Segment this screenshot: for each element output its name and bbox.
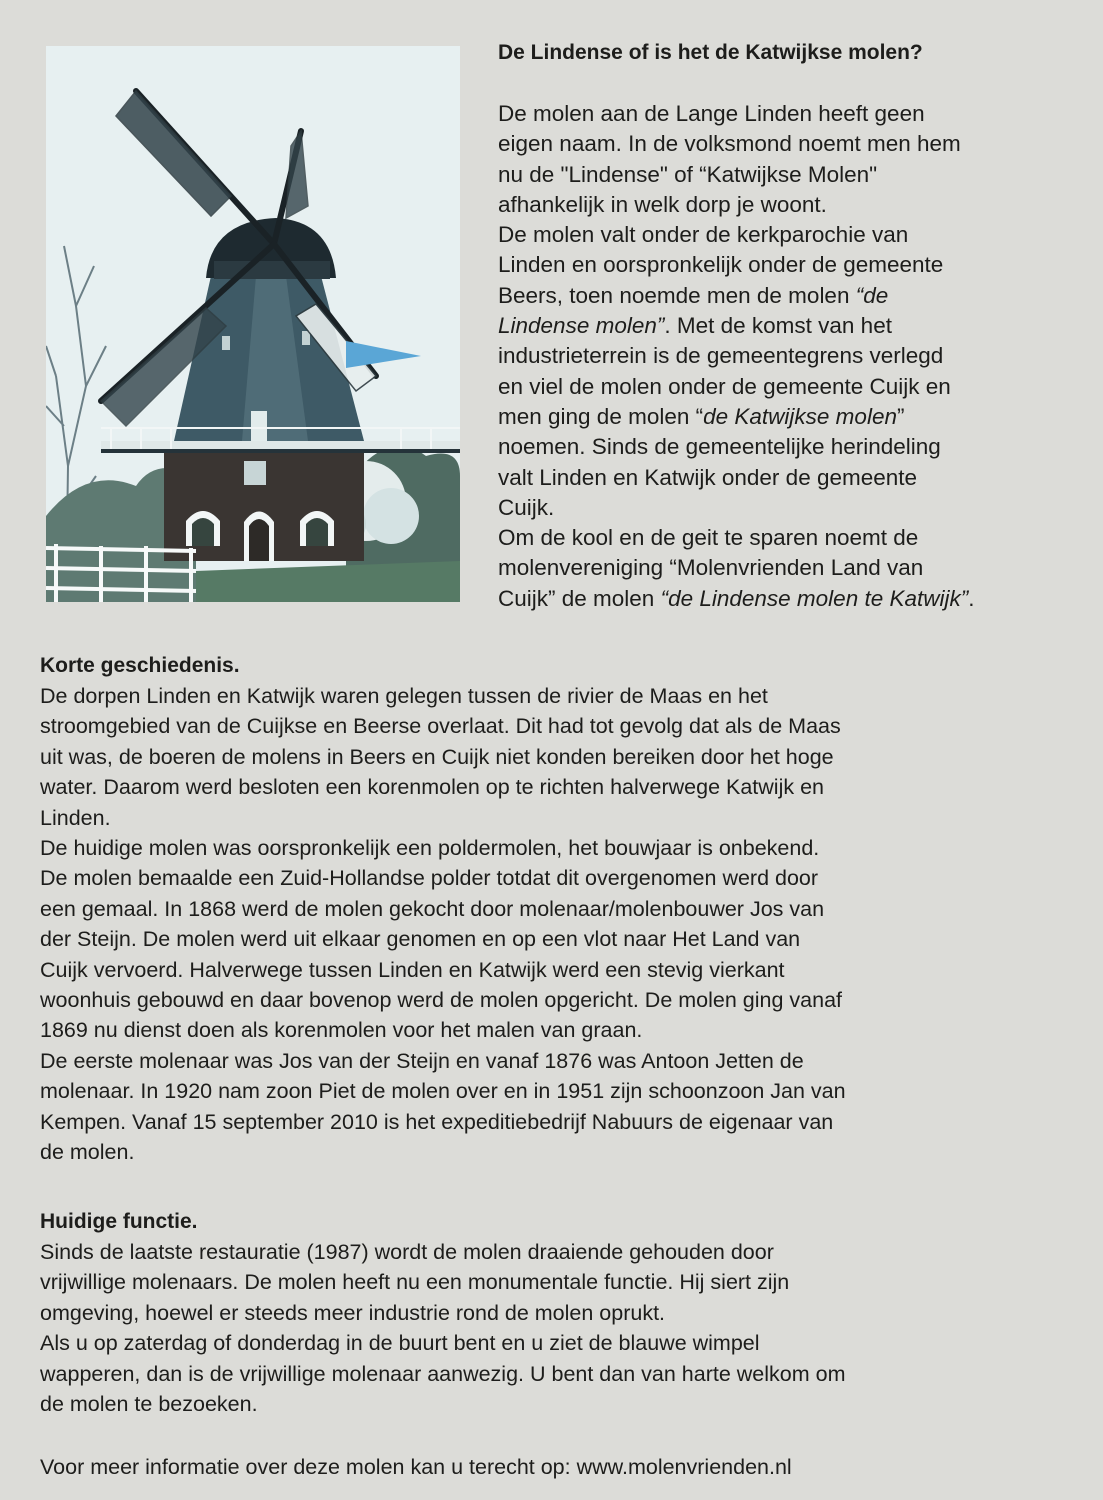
intro-text-segment: Beers, toen noemde men de molen: [498, 282, 856, 308]
intro-line: [498, 523, 1078, 553]
intro-line: [498, 432, 1078, 462]
history-line: De eerste molenaar was Jos van der Steijn en vanaf 1876 was Antoon Jetten de: [40, 1048, 804, 1073]
intro-text-segment: .: [968, 585, 975, 611]
intro-italic-text: Lindense molen”: [498, 313, 665, 339]
history-line: de molen.: [40, 1140, 135, 1165]
history-line: De molen bemaalde een Zuid-Hollandse polder totdat dit overgenomen werd door: [40, 866, 819, 891]
intro-text-segment: industrieterrein is de gemeentegrens verlegd: [498, 343, 944, 369]
history-heading: Korte geschiedenis.: [40, 654, 240, 677]
function-line: wapperen, dan is de vrijwillige molenaar aanwezig. U bent dan van harte welkom om: [40, 1361, 846, 1386]
history-line: een gemaal. In 1868 werd de molen gekocht door molenaar/molenbouwer Jos van: [40, 896, 825, 921]
windmill-illustration: [46, 46, 460, 602]
history-line: Kempen. Vanaf 15 september 2010 is het expeditiebedrijf Nabuurs de eigenaar van: [40, 1109, 834, 1134]
function-text: [40, 1237, 1070, 1419]
intro-text-segment: Cuijk.: [498, 494, 555, 520]
history-line: De dorpen Linden en Katwijk waren gelegen tussen de rivier de Maas en het: [40, 684, 768, 708]
intro-text-segment: molenvereniging “Molenvrienden Land van: [498, 555, 924, 581]
intro-line: [498, 584, 1078, 614]
intro-line: [498, 250, 1078, 280]
intro-italic-text: de Katwijkse molen: [703, 403, 897, 429]
intro-text-segment: valt Linden en Katwijk onder de gemeente: [498, 464, 918, 490]
history-line: Linden.: [40, 805, 111, 830]
intro-text-segment: eigen naam. In de volksmond noemt men hem: [498, 131, 961, 157]
intro-text-segment: ”: [896, 403, 905, 429]
intro-text-segment: nu de "Lindense" of “Katwijkse Molen": [498, 161, 878, 187]
more-info-footer: Voor meer informatie over deze molen kan u terecht op: www.molenvrienden.nl: [40, 1455, 792, 1479]
intro-line: [498, 553, 1078, 583]
intro-line: [498, 402, 1078, 432]
windmill-photo: [46, 46, 460, 602]
history-line: Cuijk vervoerd. Halverwege tussen Linden en Katwijk werd een stevig vierkant: [40, 957, 785, 982]
intro-text-segment: De molen aan de Lange Linden heeft geen: [498, 101, 925, 126]
intro-italic-text: “de: [855, 282, 889, 308]
intro-line: [498, 129, 1078, 159]
intro-line: [498, 372, 1078, 402]
function-line: vrijwillige molenaars. De molen heeft nu een monumentale functie. Hij siert zijn: [40, 1270, 790, 1295]
intro-line: [498, 99, 1078, 129]
page-title: De Lindense of is het de Katwijkse molen?: [498, 41, 923, 64]
intro-line: [498, 493, 1078, 523]
intro-line: [498, 463, 1078, 493]
intro-text-segment: men ging de molen “: [498, 403, 704, 429]
intro-text-segment: . Met de komst van het: [664, 313, 892, 339]
intro-text-segment: Cuijk” de molen: [498, 585, 661, 611]
function-line: de molen te bezoeken.: [40, 1392, 258, 1417]
function-section: [40, 1207, 1070, 1419]
intro-text: [498, 99, 1078, 614]
intro-text-segment: noemen. Sinds de gemeentelijke herindeling: [498, 434, 941, 460]
intro-italic-text: “de Lindense molen te Katwijk”: [660, 585, 969, 611]
intro-text-segment: Om de kool en de geit te sparen noemt de: [498, 525, 919, 551]
history-line: uit was, de boeren de molens in Beers en Cuijk niet konden bereiken door het hoge: [40, 744, 834, 769]
history-line: molenaar. In 1920 nam zoon Piet de molen over en in 1951 zijn schoonzoon Jan van: [40, 1079, 846, 1104]
intro-text-segment: De molen valt onder de kerkparochie van: [498, 222, 909, 248]
intro-line: [498, 190, 1078, 220]
intro-line: [498, 281, 1078, 311]
intro-line: [498, 311, 1078, 341]
history-line: woonhuis gebouwd en daar bovenop werd de molen opgericht. De molen ging vanaf: [40, 988, 843, 1013]
function-line: omgeving, hoewel er steeds meer industrie rond de molen oprukt.: [40, 1300, 666, 1325]
intro-line: [498, 341, 1078, 371]
function-line: Sinds de laatste restauratie (1987) wordt de molen draaiende gehouden door: [40, 1240, 774, 1264]
intro-text-segment: afhankelijk in welk dorp je woont.: [498, 191, 827, 217]
intro-text-segment: en viel de molen onder de gemeente Cuijk en: [498, 373, 951, 399]
history-line: water. Daarom werd besloten een korenmolen op te richten halverwege Katwijk en: [40, 775, 824, 800]
history-line: De huidige molen was oorspronkelijk een poldermolen, het bouwjaar is onbekend.: [40, 836, 820, 861]
intro-line: [498, 160, 1078, 190]
function-heading: Huidige functie.: [40, 1210, 198, 1233]
intro-line: [498, 220, 1078, 250]
history-section: [40, 651, 1070, 1168]
function-line: Als u op zaterdag of donderdag in de buurt bent en u ziet de blauwe wimpel: [40, 1331, 760, 1356]
history-line: der Steijn. De molen werd uit elkaar genomen en op een vlot naar Het Land van: [40, 927, 801, 952]
intro-text-segment: Linden en oorspronkelijk onder de gemeente: [498, 252, 944, 278]
history-text: [40, 681, 1070, 1168]
history-line: stroomgebied van de Cuijkse en Beerse overlaat. Dit had tot gevolg dat als de Maas: [40, 714, 841, 739]
history-line: 1869 nu dienst doen als korenmolen voor het malen van graan.: [40, 1018, 643, 1043]
